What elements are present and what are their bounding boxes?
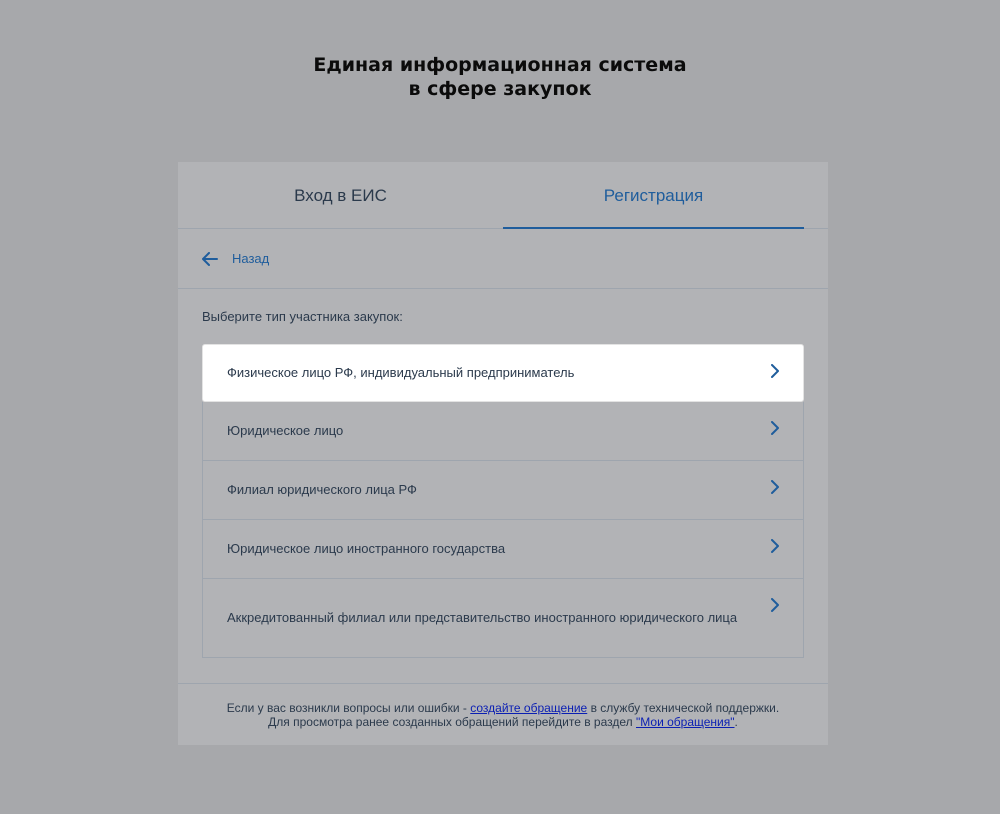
tab-bar (178, 162, 828, 229)
active-tab-indicator (503, 227, 804, 229)
option-foreign-legal-entity[interactable] (202, 520, 804, 579)
option-label: Юридическое лицо (227, 423, 344, 438)
chevron-right-icon (771, 421, 779, 435)
back-label: Назад (232, 251, 270, 266)
site-title (0, 53, 1000, 101)
option-branch-rf[interactable] (202, 461, 804, 520)
chevron-right-icon (771, 480, 779, 494)
option-accredited-branch[interactable] (202, 579, 804, 658)
option-label: Юридическое лицо иностранного государства (227, 541, 506, 556)
option-individual[interactable] (202, 344, 804, 402)
chevron-right-icon (771, 539, 779, 553)
tab-login[interactable]: Вход в ЕИС (294, 185, 387, 205)
site-title-line1: Единая информационная система (313, 54, 687, 76)
option-label: Физическое лицо РФ, индивидуальный предприниматель (227, 365, 575, 380)
back-link[interactable] (202, 251, 269, 266)
footer-text: Для просмотра ранее созданных обращений перейдите в раздел (268, 715, 636, 729)
back-row (178, 229, 828, 289)
option-label: Филиал юридического лица РФ (227, 482, 417, 497)
option-label: Аккредитованный филиал или представительство иностранного юридического лица (227, 610, 738, 625)
footer-line1 (178, 701, 828, 715)
participant-type-prompt: Выберите тип участника закупок: (202, 309, 403, 324)
participant-type-list (202, 344, 804, 658)
site-title-line2: в сфере закупок (408, 78, 592, 100)
tab-registration[interactable]: Регистрация (603, 185, 704, 205)
option-legal-entity[interactable] (202, 402, 804, 461)
support-footer (178, 683, 828, 745)
footer-text: . (734, 715, 738, 729)
create-request-link[interactable]: создайте обращение (470, 701, 588, 715)
chevron-right-icon (771, 598, 779, 612)
my-requests-link[interactable]: "Мои обращения" (636, 715, 735, 729)
chevron-right-icon (771, 364, 779, 378)
footer-line2 (178, 715, 828, 729)
arrow-left-icon (202, 252, 218, 266)
footer-text: Если у вас возникли вопросы или ошибки - (226, 701, 471, 715)
auth-card (178, 162, 828, 745)
footer-text: в службу технической поддержки. (587, 701, 780, 715)
